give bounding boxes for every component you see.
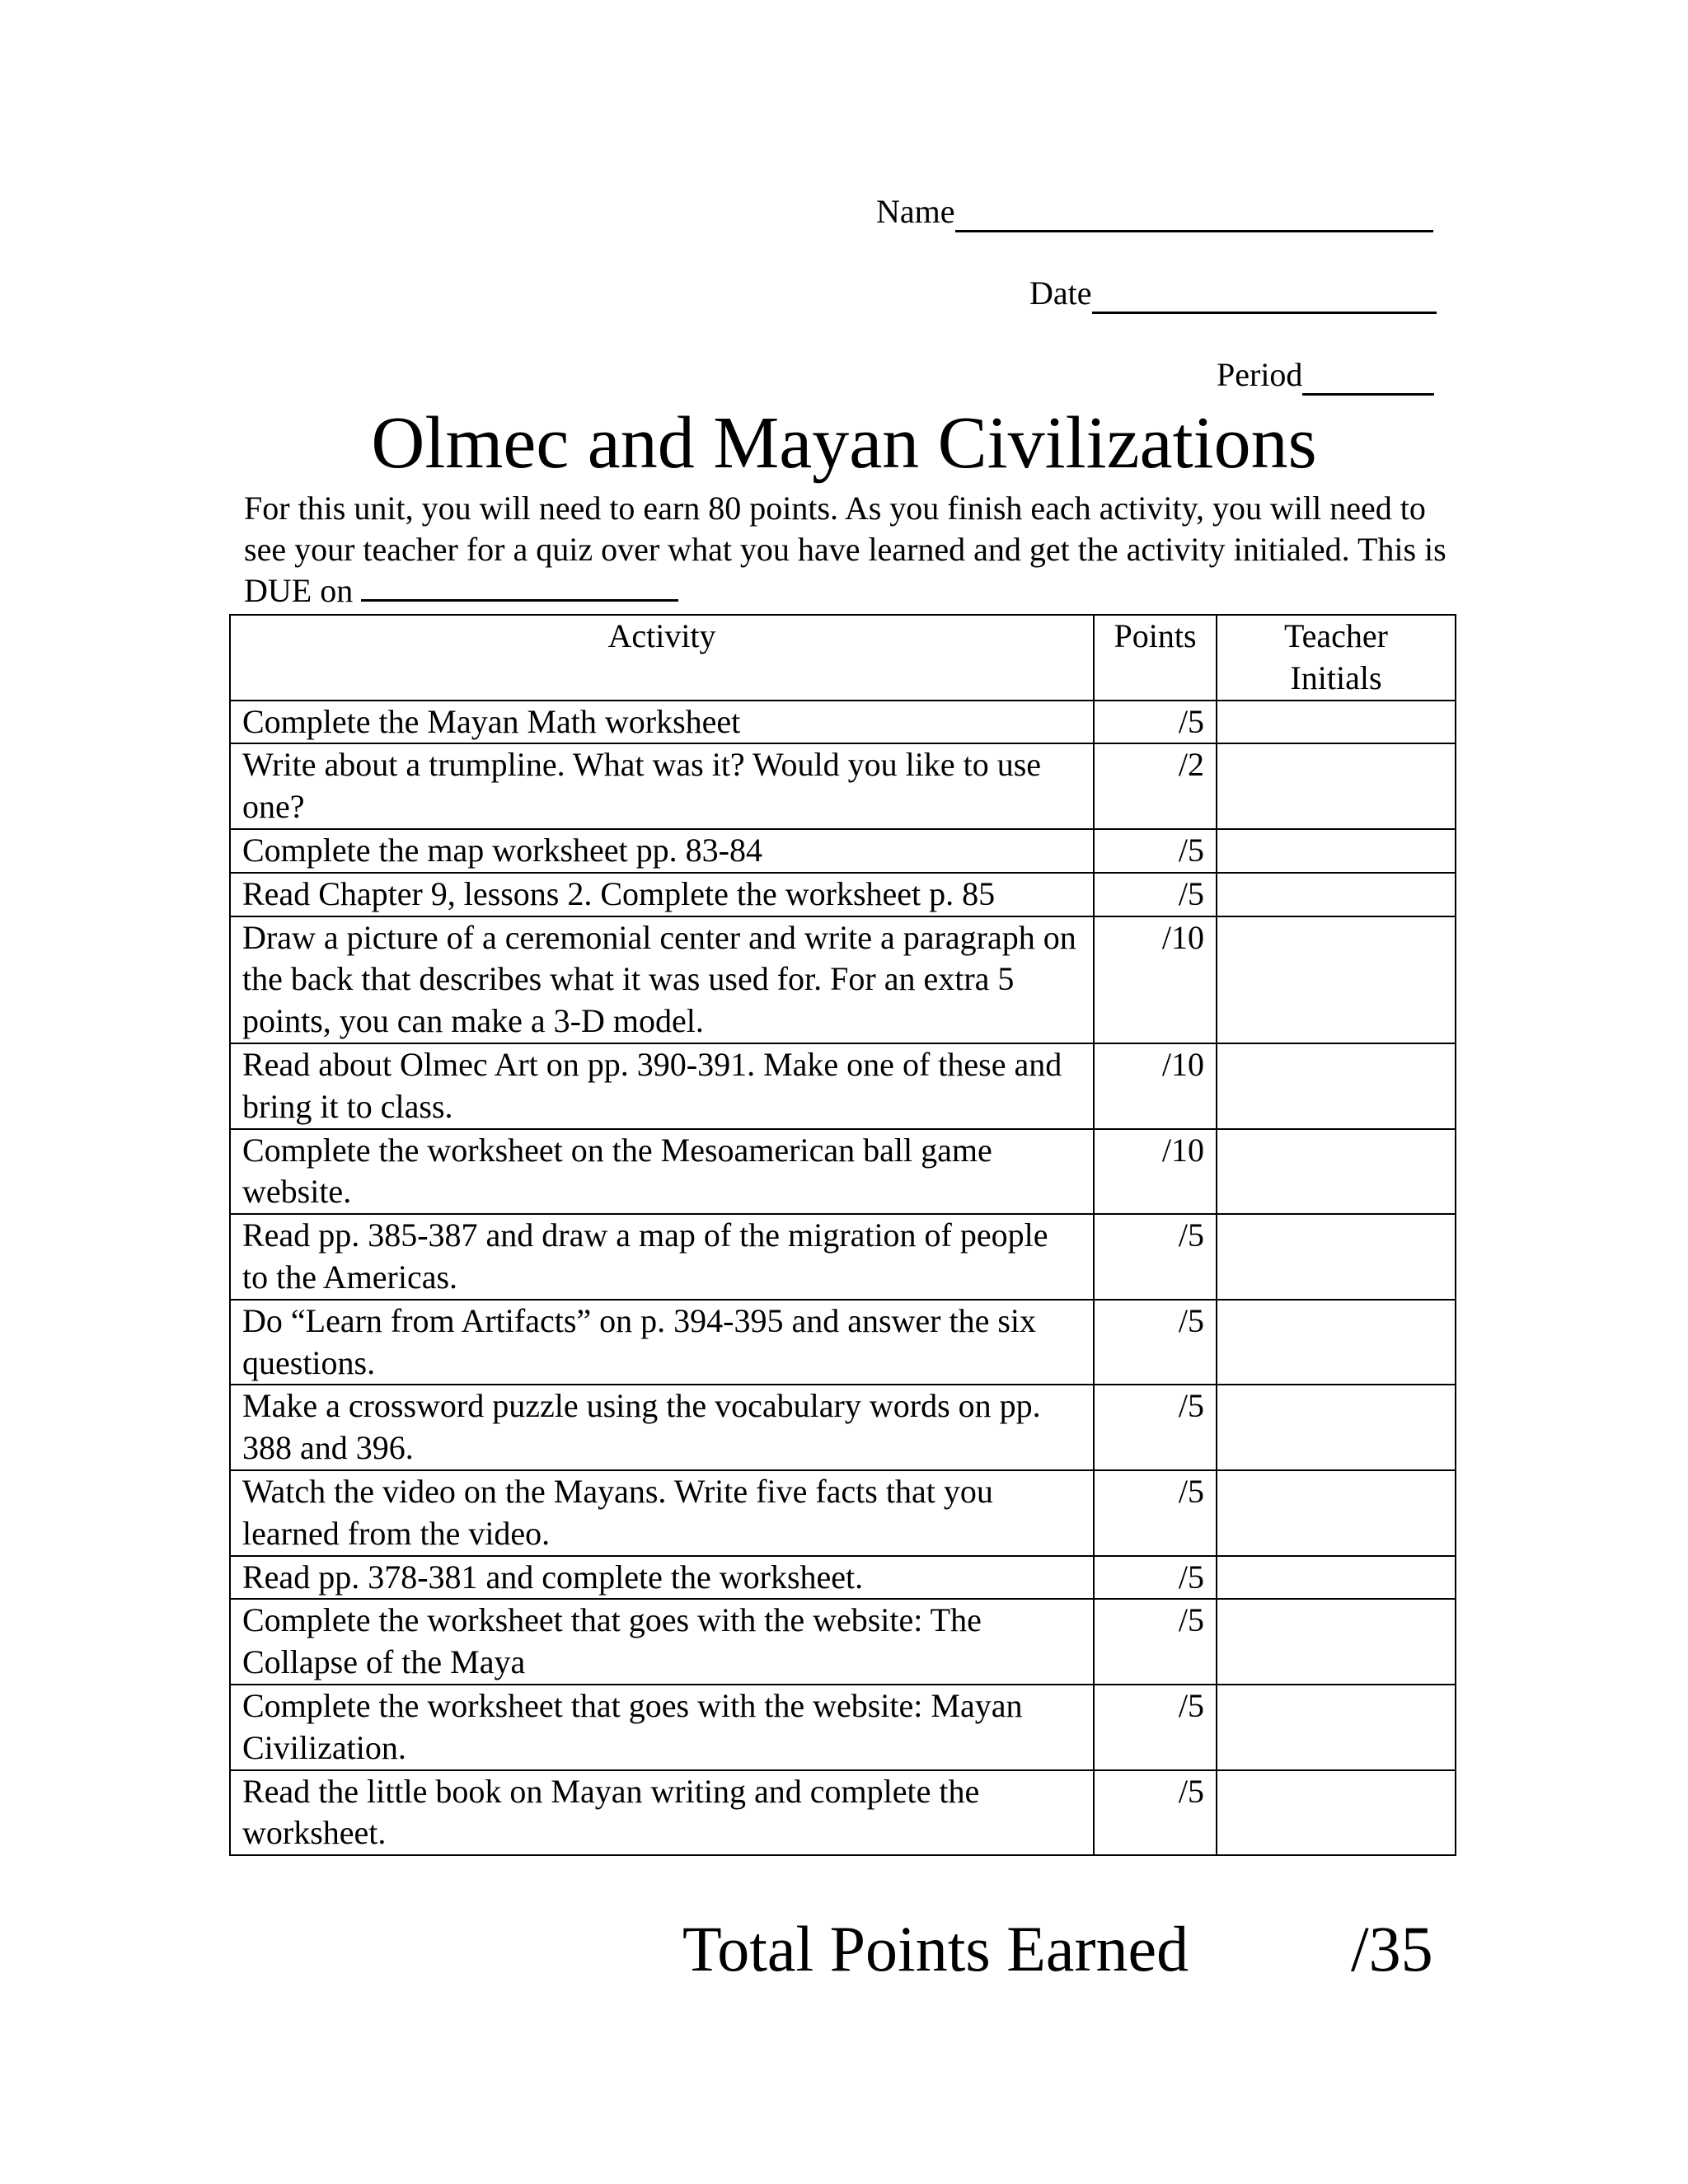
date-label: Date bbox=[1029, 274, 1092, 312]
teacher-initials-cell[interactable] bbox=[1217, 1685, 1456, 1770]
table-row bbox=[230, 829, 1456, 873]
table-row bbox=[230, 743, 1456, 829]
table-row bbox=[230, 1214, 1456, 1300]
table-row bbox=[230, 1385, 1456, 1470]
activity-cell: Complete the worksheet on the Mesoamerican ball game website. bbox=[230, 1129, 1094, 1215]
activity-cell: Read pp. 378-381 and complete the worksheet. bbox=[230, 1556, 1094, 1600]
teacher-initials-cell[interactable] bbox=[1217, 743, 1456, 829]
teacher-initials-cell[interactable] bbox=[1217, 1470, 1456, 1556]
activity-cell: Read the little book on Mayan writing and complete the worksheet. bbox=[230, 1770, 1094, 1856]
points-cell: /5 bbox=[1094, 1770, 1217, 1856]
points-cell: /5 bbox=[1094, 829, 1217, 873]
activity-cell: Complete the worksheet that goes with the website: The Collapse of the Maya bbox=[230, 1599, 1094, 1685]
table-row bbox=[230, 1470, 1456, 1556]
date-blank[interactable] bbox=[1092, 280, 1437, 314]
instructions-text: For this unit, you will need to earn 80 points. As you finish each activity, you will need to see your teacher for a quiz over what you have learned and get the activity initialed. This is DUE on bbox=[244, 490, 1447, 609]
points-cell: /5 bbox=[1094, 1685, 1217, 1770]
teacher-initials-cell[interactable] bbox=[1217, 1129, 1456, 1215]
activity-cell: Watch the video on the Mayans. Write five facts that you learned from the video. bbox=[230, 1470, 1094, 1556]
points-cell: /5 bbox=[1094, 1556, 1217, 1600]
activity-cell: Complete the Mayan Math worksheet bbox=[230, 701, 1094, 744]
table-header-row bbox=[230, 615, 1456, 701]
points-cell: /5 bbox=[1094, 1214, 1217, 1300]
table-row bbox=[230, 1770, 1456, 1856]
period-label: Period bbox=[1217, 356, 1303, 393]
activity-cell: Read pp. 385-387 and draw a map of the migration of people to the Americas. bbox=[230, 1214, 1094, 1300]
teacher-initials-cell[interactable] bbox=[1217, 1556, 1456, 1600]
points-cell: /5 bbox=[1094, 873, 1217, 916]
points-cell: /5 bbox=[1094, 1470, 1217, 1556]
points-cell: /5 bbox=[1094, 701, 1217, 744]
points-cell: /10 bbox=[1094, 1129, 1217, 1215]
points-cell: /5 bbox=[1094, 1599, 1217, 1685]
due-date-blank[interactable] bbox=[361, 571, 678, 602]
name-label: Name bbox=[876, 193, 955, 230]
activity-cell: Write about a trumpline. What was it? Would you like to use one? bbox=[230, 743, 1094, 829]
activity-cell: Read Chapter 9, lessons 2. Complete the worksheet p. 85 bbox=[230, 873, 1094, 916]
page-title: Olmec and Mayan Civilizations bbox=[371, 402, 1317, 484]
name-field[interactable] bbox=[876, 191, 1433, 232]
period-field[interactable] bbox=[1217, 354, 1434, 396]
table-row bbox=[230, 1043, 1456, 1129]
teacher-initials-cell[interactable] bbox=[1217, 1599, 1456, 1685]
teacher-initials-cell[interactable] bbox=[1217, 701, 1456, 744]
table-row bbox=[230, 916, 1456, 1043]
activity-cell: Read about Olmec Art on pp. 390-391. Make one of these and bring it to class. bbox=[230, 1043, 1094, 1129]
date-field[interactable] bbox=[1029, 273, 1437, 314]
teacher-initials-cell[interactable] bbox=[1217, 1300, 1456, 1385]
table-row bbox=[230, 1300, 1456, 1385]
points-cell: /5 bbox=[1094, 1385, 1217, 1470]
total-points-value: /35 bbox=[1351, 1913, 1433, 1985]
activity-cell: Complete the map worksheet pp. 83-84 bbox=[230, 829, 1094, 873]
activity-header: Activity bbox=[230, 615, 1094, 701]
points-cell: /10 bbox=[1094, 916, 1217, 1043]
activity-cell: Draw a picture of a ceremonial center and write a paragraph on the back that describes what it was used for. For an extra 5 points, you can make a 3-D model. bbox=[230, 916, 1094, 1043]
table-row bbox=[230, 1685, 1456, 1770]
points-cell: /2 bbox=[1094, 743, 1217, 829]
points-cell: /5 bbox=[1094, 1300, 1217, 1385]
table-row bbox=[230, 1129, 1456, 1215]
instructions bbox=[244, 488, 1464, 612]
period-blank[interactable] bbox=[1302, 362, 1434, 396]
name-blank[interactable] bbox=[955, 199, 1433, 232]
teacher-initials-cell[interactable] bbox=[1217, 1214, 1456, 1300]
table-row bbox=[230, 1556, 1456, 1600]
table-row bbox=[230, 1599, 1456, 1685]
teacher-initials-cell[interactable] bbox=[1217, 1043, 1456, 1129]
points-header: Points bbox=[1094, 615, 1217, 701]
initials-header: Teacher Initials bbox=[1217, 615, 1456, 701]
teacher-initials-cell[interactable] bbox=[1217, 916, 1456, 1043]
activity-cell: Complete the worksheet that goes with the website: Mayan Civilization. bbox=[230, 1685, 1094, 1770]
table-row bbox=[230, 701, 1456, 744]
teacher-initials-cell[interactable] bbox=[1217, 873, 1456, 916]
points-cell: /10 bbox=[1094, 1043, 1217, 1129]
activity-cell: Do “Learn from Artifacts” on p. 394-395 and answer the six questions. bbox=[230, 1300, 1094, 1385]
total-points-label: Total Points Earned bbox=[682, 1913, 1189, 1985]
teacher-initials-cell[interactable] bbox=[1217, 1385, 1456, 1470]
activity-table bbox=[229, 614, 1456, 1856]
teacher-initials-cell[interactable] bbox=[1217, 829, 1456, 873]
activity-cell: Make a crossword puzzle using the vocabulary words on pp. 388 and 396. bbox=[230, 1385, 1094, 1470]
teacher-initials-cell[interactable] bbox=[1217, 1770, 1456, 1856]
table-row bbox=[230, 873, 1456, 916]
